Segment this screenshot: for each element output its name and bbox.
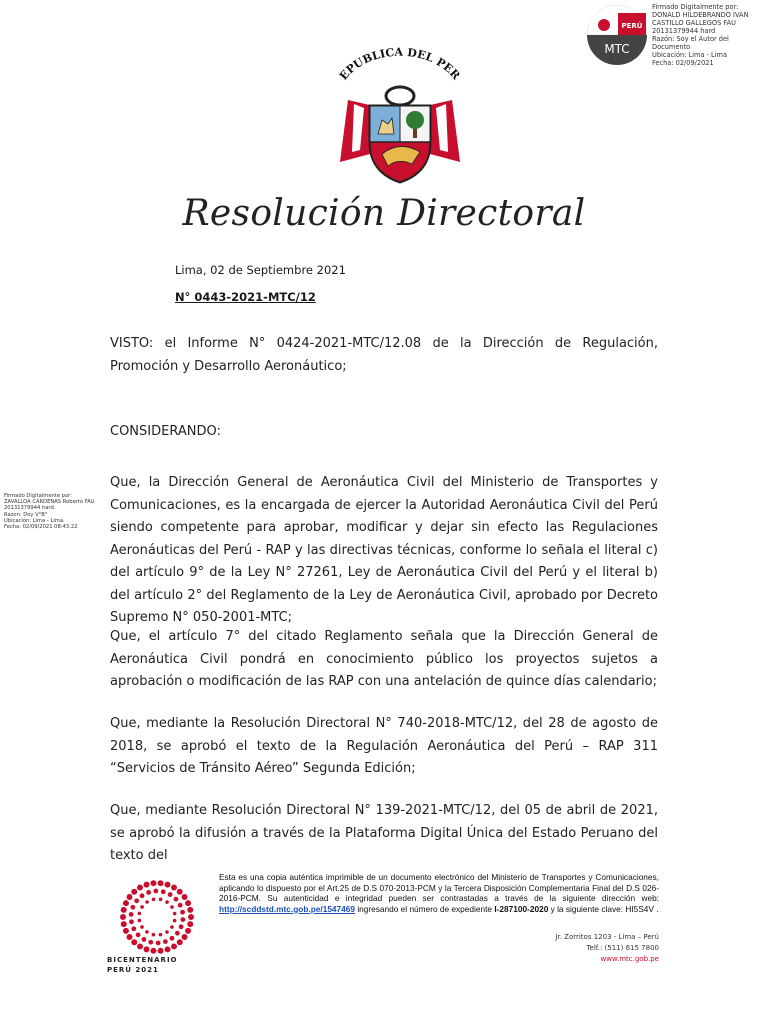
left-signature-line: Ubicación: Lima - Lima. (4, 517, 65, 524)
note-text-3: y la siguiente clave: HI5S4V . (548, 903, 659, 914)
phone-line: Telf.: (511) 615 7800 (586, 944, 659, 952)
signature-line: Fecha: 02/09/2021 (652, 59, 714, 67)
svg-text:PERÚ: PERÚ (621, 22, 643, 30)
authenticity-note (219, 872, 659, 914)
signature-line: Firmado Digitalmente por: (652, 3, 739, 11)
website-link[interactable]: www.mtc.gob.pe (600, 955, 659, 963)
left-signature-line: Razon: Doy V°B° (4, 511, 48, 518)
left-signature-line: 20131379944 hard. (4, 505, 56, 512)
mtc-logo (585, 3, 649, 67)
left-signature-line: ZAVALLOA CARDENAS Roberto FAU (4, 499, 95, 506)
visto-paragraph: VISTO: el Informe N° 0424-2021-MTC/12.08 de la Dirección de Regulación, Promoción y Desarrollo Aeronáutico; (110, 336, 658, 374)
note-text-1: Esta es una copia auténtica imprimible de un documento electrónico del Ministerio de Transportes y Comunicaciones, aplicando lo dispuesto por el Art.25 de D.S 070-2013-PCM y la Tercera Disposición Complementaria Final del D.S 026-2016-PCM. Su autenticidad e integridad pueden ser contrastadas a través de la siguiente dirección web: (219, 872, 659, 903)
bicentenario-line-2: PERÚ 2021 (107, 966, 159, 974)
svg-text:REPUBLICA DEL PERU: EPUBLICA DEL PER (337, 45, 463, 83)
coat-of-arms (330, 42, 470, 192)
bicentenario-label (107, 955, 178, 975)
signature-line: 20131379944 hard (652, 27, 716, 35)
left-signature-line: Fecha: 02/09/2021 08:43:22 (4, 524, 78, 531)
considerando-heading: CONSIDERANDO: (110, 424, 221, 439)
signature-line: CASTILLO GALLEGOS FAU (652, 19, 736, 27)
signature-line: Razón: Soy el Autor del (652, 35, 729, 43)
note-text-2: ingresando el número de expediente (355, 903, 495, 914)
digital-signature-top (652, 3, 762, 67)
document-title: Resolución Directoral (182, 193, 586, 234)
verification-link[interactable]: http://scddstd.mtc.gob.pe/1547469 (219, 903, 356, 914)
signature-line: Ubicación: Lima - Lima (652, 51, 728, 59)
signature-line: DONALD HILDEBRANDO IVAN (652, 11, 749, 19)
paragraph-1: Que, la Dirección General de Aeronáutica Civil del Ministerio de Transportes y Comunicaciones, es la encargada de ejercer la Autoridad Aeronáutica Civil del Perú siendo competente para aprobar, modificar y dejar sin efecto las Regulaciones Aeronáuticas del Perú - RAP y las directivas técnicas, conforme lo señala el literal c) del artículo 9° de la Ley N° 27261, Ley de Aeronáutica Civil del Perú y el literal b) del artículo 2° del Reglamento de la Ley de Aeronáutica Civil, aprobado por Decreto Supremo N° 050-2001-MTC; (110, 475, 658, 625)
svg-text:MTC: MTC (604, 42, 630, 56)
footer-address (470, 932, 659, 965)
expediente-number: I-287100-2020 (494, 903, 549, 914)
digital-signature-left (4, 493, 108, 530)
signature-line: Documento (652, 43, 691, 51)
resolution-number: N° 0443-2021-MTC/12 (175, 290, 316, 304)
paragraph-2: Que, el artículo 7° del citado Reglamento señala que la Dirección General de Aeronáutica Civil pondrá en conocimiento público los proyectos sujetos a aprobación o modificación de las RAP con una antelación de quince días calendario; (110, 629, 658, 689)
bicentenario-line-1: BICENTENARIO (107, 956, 178, 964)
bicentenario-logo (118, 878, 196, 956)
address-line: Jr. Zorritos 1203 - Lima – Perú (555, 933, 659, 941)
document-date: Lima, 02 de Septiembre 2021 (175, 263, 346, 277)
left-signature-line: Firmado Digitalmente por: (4, 493, 72, 499)
paragraph-3: Que, mediante la Resolución Directoral N° 740-2018-MTC/12, del 28 de agosto de 2018, se aprobó el texto de la Regulación Aeronáutica del Perú – RAP 311 “Servicios de Tránsito Aéreo” Segunda Edición; (110, 716, 658, 776)
paragraph-4: Que, mediante Resolución Directoral N° 139-2021-MTC/12, del 05 de abril de 2021, se aprobó la difusión a través de la Plataforma Digital Única del Estado Peruano del texto del (110, 803, 658, 863)
